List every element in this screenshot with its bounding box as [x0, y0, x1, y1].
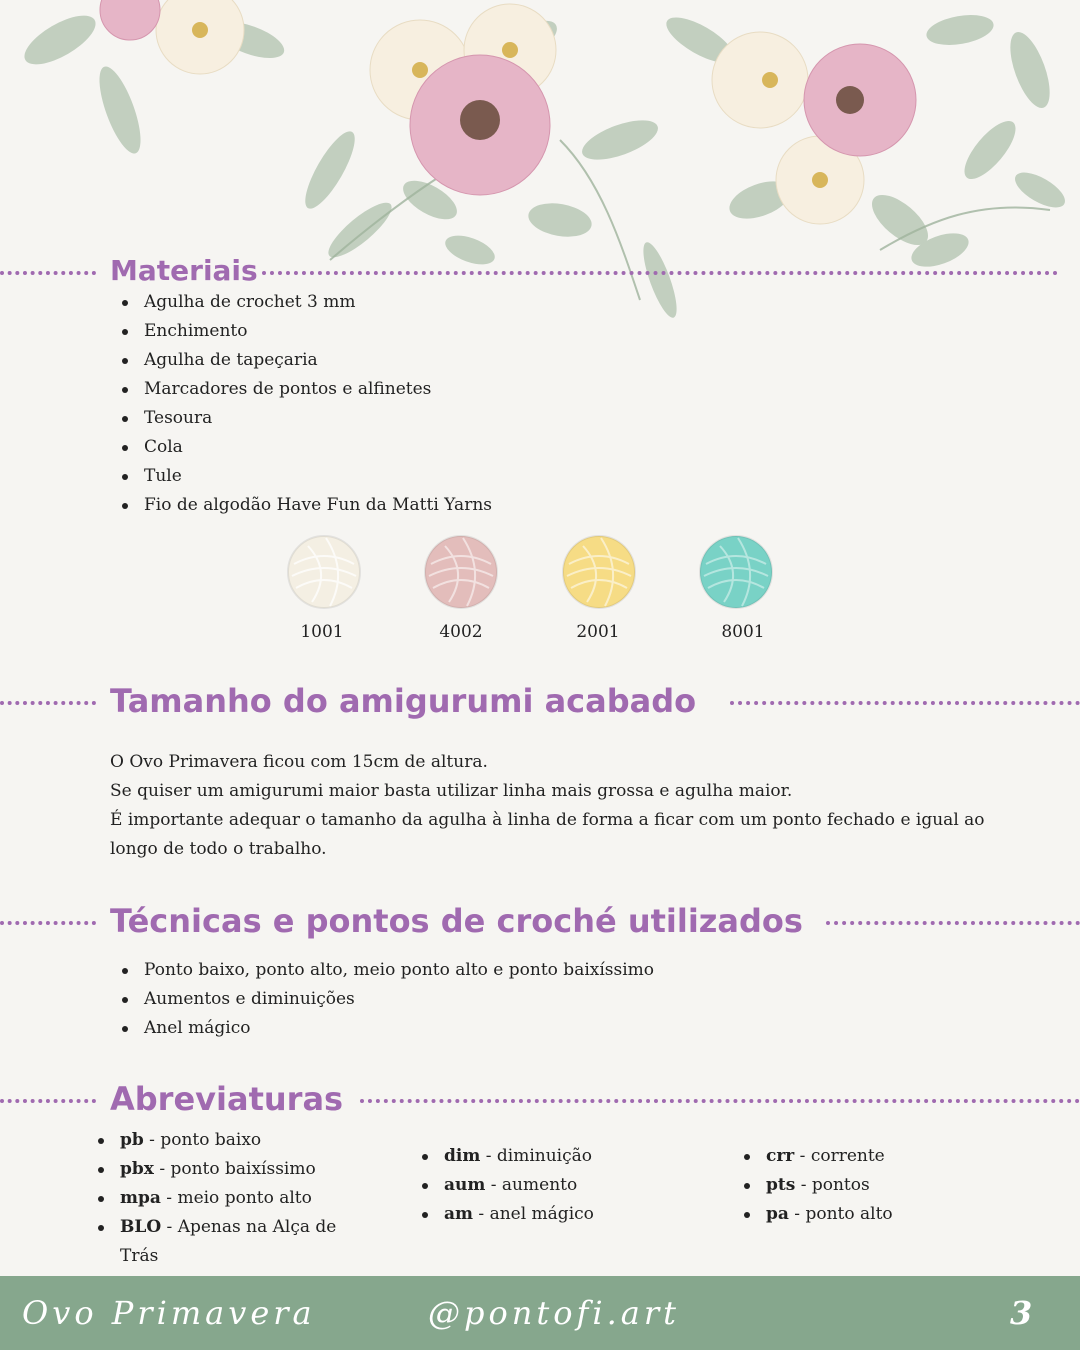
- list-item: [742, 1171, 893, 1200]
- abbr-desc: - anel mágico: [473, 1204, 594, 1224]
- paragraph-line: É importante adequar o tamanho da agulha à linha de forma a ficar com um ponto fechado e igual ao: [110, 810, 985, 830]
- list-item: Agulha de tapeçaria: [120, 346, 492, 375]
- materials-list: [120, 288, 492, 520]
- footer-handle: @pontofi.art: [428, 1294, 680, 1332]
- size-heading: [0, 676, 1080, 726]
- list-item: Tesoura: [120, 404, 492, 433]
- heading-rule-right: [360, 1099, 1080, 1103]
- heading-rule-left: [0, 1099, 96, 1103]
- abbr-desc: - meio ponto alto: [160, 1188, 312, 1208]
- abbr-code: BLO: [120, 1217, 162, 1237]
- abbr-desc: - aumento: [485, 1175, 578, 1195]
- paragraph-line: Se quiser um amigurumi maior basta utilizar linha mais grossa e agulha maior.: [110, 781, 793, 801]
- list-item: [96, 1155, 346, 1184]
- heading-rule-right: [826, 921, 1080, 925]
- size-description: [110, 748, 990, 864]
- abbr-code: pbx: [120, 1159, 154, 1179]
- yarn-code: 2001: [576, 622, 620, 642]
- abbreviations-column-3: [742, 1142, 893, 1229]
- list-item: Tule: [120, 462, 492, 491]
- abbreviations-heading: [0, 1074, 1080, 1124]
- page-number: 3: [1010, 1294, 1033, 1332]
- abbr-code: pts: [766, 1175, 796, 1195]
- list-item: [420, 1171, 594, 1200]
- yarn-code: 1001: [300, 622, 344, 642]
- yarn-ball-1001: [286, 534, 362, 610]
- abbr-desc: - ponto alto: [788, 1204, 893, 1224]
- list-item: Aumentos e diminuições: [120, 985, 654, 1014]
- abbr-desc: - ponto baixíssimo: [153, 1159, 316, 1179]
- yarn-ball-8001: [698, 534, 774, 610]
- list-item: Ponto baixo, ponto alto, meio ponto alto e ponto baixíssimo: [120, 956, 654, 985]
- yarn-code: 4002: [439, 622, 483, 642]
- list-item: Cola: [120, 433, 492, 462]
- footer-bar: [0, 1276, 1080, 1350]
- heading-rule-left: [0, 271, 96, 275]
- list-item: Enchimento: [120, 317, 492, 346]
- abbr-code: am: [444, 1204, 474, 1224]
- list-item: [420, 1142, 594, 1171]
- list-item: [96, 1184, 346, 1213]
- abbr-code: aum: [444, 1175, 486, 1195]
- abbr-desc: - ponto baixo: [143, 1130, 262, 1150]
- abbr-code: pa: [766, 1204, 789, 1224]
- size-title: Tamanho do amigurumi acabado: [110, 682, 697, 720]
- list-item: Marcadores de pontos e alfinetes: [120, 375, 492, 404]
- heading-rule-left: [0, 701, 96, 705]
- abbr-code: mpa: [120, 1188, 161, 1208]
- list-item: [742, 1200, 893, 1229]
- abbr-desc: - pontos: [795, 1175, 870, 1195]
- techniques-heading: [0, 896, 1080, 946]
- list-item: [96, 1126, 346, 1155]
- abbr-desc: - corrente: [794, 1146, 885, 1166]
- abbreviations-column-1: [96, 1126, 346, 1271]
- footer-title: Ovo Primavera: [22, 1294, 316, 1332]
- abbr-code: pb: [120, 1130, 144, 1150]
- paragraph-line: O Ovo Primavera ficou com 15cm de altura.: [110, 752, 488, 772]
- list-item: [420, 1200, 594, 1229]
- paragraph-line: longo de todo o trabalho.: [110, 839, 327, 859]
- abbr-desc: - Apenas na Alça de Trás: [120, 1217, 337, 1266]
- yarn-ball-4002: [423, 534, 499, 610]
- techniques-list: [120, 956, 654, 1043]
- techniques-title: Técnicas e pontos de croché utilizados: [110, 902, 803, 940]
- abbr-code: dim: [444, 1146, 481, 1166]
- abbr-desc: - diminuição: [480, 1146, 592, 1166]
- yarn-code: 8001: [721, 622, 765, 642]
- abbreviations-column-2: [420, 1142, 594, 1229]
- heading-rule-right: [730, 701, 1080, 705]
- list-item: Agulha de crochet 3 mm: [120, 288, 492, 317]
- list-item: Fio de algodão Have Fun da Matti Yarns: [120, 491, 492, 520]
- heading-rule-right: [262, 271, 1058, 275]
- heading-rule-left: [0, 921, 96, 925]
- list-item: [96, 1213, 346, 1271]
- abbr-code: crr: [766, 1146, 795, 1166]
- yarn-ball-2001: [561, 534, 637, 610]
- list-item: [742, 1142, 893, 1171]
- abbreviations-title: Abreviaturas: [110, 1080, 344, 1118]
- materials-title: Materiais: [110, 254, 258, 287]
- list-item: Anel mágico: [120, 1014, 654, 1043]
